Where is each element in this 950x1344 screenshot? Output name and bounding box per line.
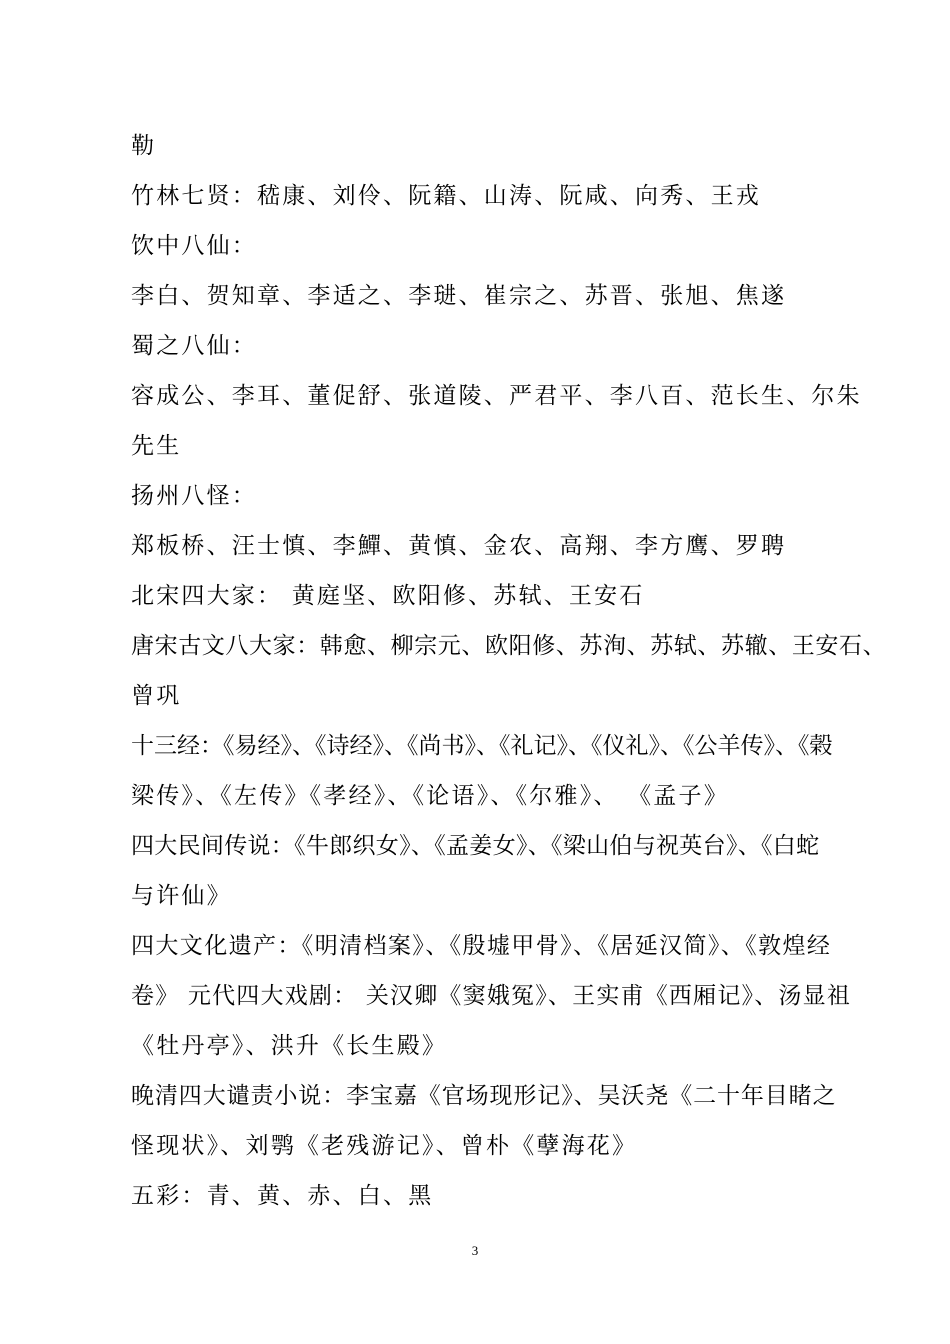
text-line-18: 卷》 元代四大戏剧： 关汉卿《窦娥冤》、王实甫《西厢记》、汤显祖 <box>131 983 852 1009</box>
text-line-1: 勒 <box>131 133 157 159</box>
text-line-7: 先生 <box>131 433 182 459</box>
text-line-17: 四大文化遗产：《明清档案》、《殷墟甲骨》、《居延汉简》、《敦煌经 <box>131 933 832 959</box>
text-line-5: 蜀之八仙： <box>131 333 257 359</box>
text-line-21: 怪现状》、刘鹗《老残游记》、曾朴《孽海花》 <box>131 1133 638 1159</box>
text-line-2: 竹林七贤：嵇康、刘伶、阮籍、山涛、阮咸、向秀、王戎 <box>131 183 761 209</box>
text-line-13: 十三经：《易经》、《诗经》、《尚书》、《礼记》、《仪礼》、《公羊传》、《榖 <box>131 733 833 759</box>
page-number: 3 <box>471 1243 479 1258</box>
text-line-11: 唐宋古文八大家：韩愈、柳宗元、欧阳修、苏洵、苏轼、苏辙、王安石、 <box>131 633 887 659</box>
text-line-6: 容成公、李耳、董促舒、张道陵、严君平、李八百、范长生、尔朱 <box>131 383 862 409</box>
text-line-3: 饮中八仙： <box>131 233 257 259</box>
text-line-4: 李白、贺知章、李适之、李琎、崔宗之、苏晋、张旭、焦遂 <box>131 283 787 309</box>
text-line-16: 与许仙》 <box>131 883 232 909</box>
text-line-8: 扬州八怪： <box>131 483 257 509</box>
text-line-15: 四大民间传说：《牛郎织女》、《孟姜女》、《梁山伯与祝英台》、《白蛇 <box>131 833 820 859</box>
text-line-9: 郑板桥、汪士慎、李鱓、黄慎、金农、高翔、李方鹰、罗聘 <box>131 533 787 559</box>
text-line-22: 五彩：青、黄、赤、白、黑 <box>131 1183 434 1209</box>
text-line-12: 曾巩 <box>131 683 182 709</box>
text-line-10: 北宋四大家： 黄庭坚、欧阳修、苏轼、王安石 <box>131 583 645 609</box>
text-line-20: 晚清四大谴责小说：李宝嘉《官场现形记》、吴沃尧《二十年目睹之 <box>131 1083 837 1109</box>
text-line-19: 《牡丹亭》、洪升《长生殿》 <box>131 1033 448 1059</box>
text-line-14: 梁传》、《左传》《孝经》、《论语》、《尔雅》、 《孟子》 <box>131 783 729 809</box>
